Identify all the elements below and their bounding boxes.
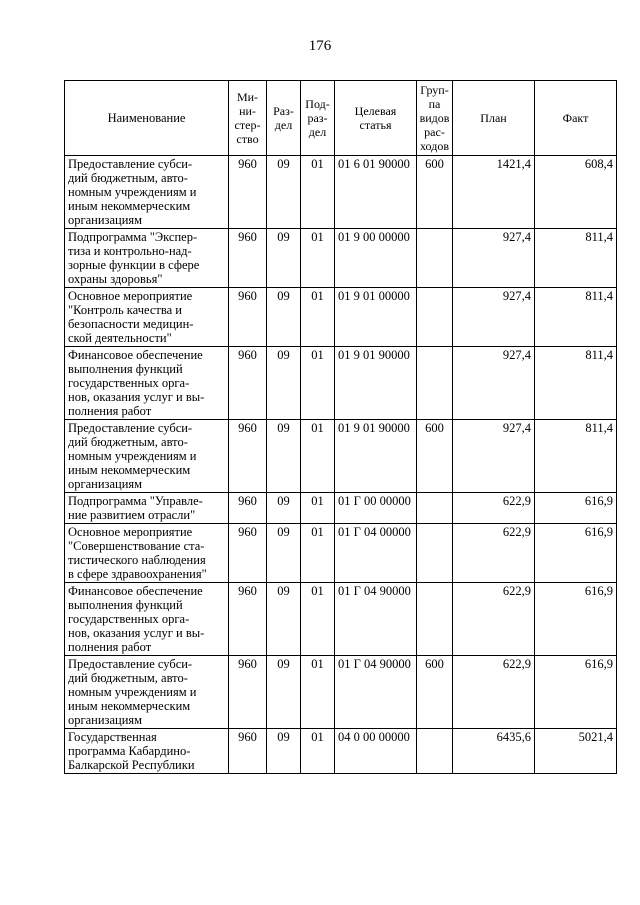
cell-expense-group: 600	[417, 420, 453, 493]
cell-subsection: 01	[301, 583, 335, 656]
table-body	[65, 156, 617, 774]
cell-expense-group	[417, 493, 453, 524]
cell-subsection: 01	[301, 229, 335, 288]
cell-target-article: 01 Г 00 00000	[335, 493, 417, 524]
cell-name: Подпрограмма "Управле- ние развитием отрасли"	[65, 493, 229, 524]
cell-name: Государственная программа Кабардино- Балкарской Республики	[65, 729, 229, 774]
cell-subsection: 01	[301, 493, 335, 524]
table-row	[65, 583, 617, 656]
cell-section: 09	[267, 288, 301, 347]
cell-plan: 622,9	[453, 583, 535, 656]
table-row	[65, 229, 617, 288]
cell-target-article: 01 Г 04 90000	[335, 656, 417, 729]
table-header-row	[65, 81, 617, 156]
header-fact: Факт	[535, 81, 617, 156]
cell-section: 09	[267, 729, 301, 774]
cell-name: Предоставление субси- дий бюджетным, авто- номным учреждениям и иным некоммерческим организациям	[65, 420, 229, 493]
cell-subsection: 01	[301, 156, 335, 229]
cell-subsection: 01	[301, 347, 335, 420]
cell-fact: 811,4	[535, 229, 617, 288]
cell-ministry: 960	[229, 493, 267, 524]
cell-fact: 5021,4	[535, 729, 617, 774]
cell-ministry: 960	[229, 729, 267, 774]
header-section: Раз- дел	[267, 81, 301, 156]
cell-plan: 927,4	[453, 347, 535, 420]
cell-ministry: 960	[229, 288, 267, 347]
cell-plan: 927,4	[453, 229, 535, 288]
cell-plan: 622,9	[453, 656, 535, 729]
cell-fact: 616,9	[535, 493, 617, 524]
header-ministry: Ми- ни- стер- ство	[229, 81, 267, 156]
cell-subsection: 01	[301, 656, 335, 729]
table-row	[65, 729, 617, 774]
cell-ministry: 960	[229, 347, 267, 420]
cell-subsection: 01	[301, 288, 335, 347]
table-row	[65, 288, 617, 347]
header-subsection: Под- раз- дел	[301, 81, 335, 156]
table-row	[65, 156, 617, 229]
cell-name: Финансовое обеспечение выполнения функций государственных орга- нов, оказания услуг и вы- полнения работ	[65, 583, 229, 656]
cell-plan: 6435,6	[453, 729, 535, 774]
cell-expense-group	[417, 524, 453, 583]
cell-plan: 927,4	[453, 420, 535, 493]
cell-ministry: 960	[229, 583, 267, 656]
cell-ministry: 960	[229, 229, 267, 288]
cell-subsection: 01	[301, 729, 335, 774]
cell-fact: 616,9	[535, 656, 617, 729]
table-row	[65, 493, 617, 524]
cell-fact: 616,9	[535, 583, 617, 656]
cell-fact: 811,4	[535, 420, 617, 493]
cell-target-article: 01 9 01 90000	[335, 420, 417, 493]
header-plan: План	[453, 81, 535, 156]
cell-expense-group	[417, 729, 453, 774]
cell-expense-group: 600	[417, 156, 453, 229]
cell-ministry: 960	[229, 420, 267, 493]
cell-section: 09	[267, 583, 301, 656]
cell-section: 09	[267, 656, 301, 729]
cell-expense-group	[417, 288, 453, 347]
cell-name: Предоставление субси- дий бюджетным, авто- номным учреждениям и иным некоммерческим организациям	[65, 656, 229, 729]
cell-section: 09	[267, 347, 301, 420]
cell-plan: 622,9	[453, 493, 535, 524]
cell-ministry: 960	[229, 524, 267, 583]
cell-section: 09	[267, 493, 301, 524]
cell-ministry: 960	[229, 656, 267, 729]
cell-subsection: 01	[301, 420, 335, 493]
cell-name: Подпрограмма "Экспер- тиза и контрольно-над- зорные функции в сфере охраны здоровья"	[65, 229, 229, 288]
page-number: 176	[308, 38, 332, 54]
cell-fact: 616,9	[535, 524, 617, 583]
cell-target-article: 01 9 01 00000	[335, 288, 417, 347]
cell-target-article: 01 Г 04 00000	[335, 524, 417, 583]
cell-expense-group	[417, 583, 453, 656]
cell-name: Основное мероприятие "Контроль качества и безопасности медицин- ской деятельности"	[65, 288, 229, 347]
cell-fact: 811,4	[535, 288, 617, 347]
header-target-article: Целевая статья	[335, 81, 417, 156]
header-name: Наименование	[65, 81, 229, 156]
header-expense-group: Груп- па видов рас- ходов	[417, 81, 453, 156]
cell-target-article: 04 0 00 00000	[335, 729, 417, 774]
table-row	[65, 347, 617, 420]
cell-section: 09	[267, 524, 301, 583]
cell-subsection: 01	[301, 524, 335, 583]
budget-table	[64, 80, 617, 774]
cell-expense-group: 600	[417, 656, 453, 729]
cell-section: 09	[267, 420, 301, 493]
cell-name: Предоставление субси- дий бюджетным, авто- номным учреждениям и иным некоммерческим организациям	[65, 156, 229, 229]
cell-plan: 622,9	[453, 524, 535, 583]
table-row	[65, 524, 617, 583]
cell-fact: 608,4	[535, 156, 617, 229]
cell-name: Финансовое обеспечение выполнения функций государственных орга- нов, оказания услуг и вы- полнения работ	[65, 347, 229, 420]
table-row	[65, 656, 617, 729]
cell-target-article: 01 9 01 90000	[335, 347, 417, 420]
cell-target-article: 01 9 00 00000	[335, 229, 417, 288]
table-row	[65, 420, 617, 493]
cell-section: 09	[267, 229, 301, 288]
cell-name: Основное мероприятие "Совершенствование ста- тистического наблюдения в сфере здравоохранения"	[65, 524, 229, 583]
cell-target-article: 01 Г 04 90000	[335, 583, 417, 656]
cell-target-article: 01 6 01 90000	[335, 156, 417, 229]
cell-plan: 1421,4	[453, 156, 535, 229]
cell-expense-group	[417, 347, 453, 420]
cell-fact: 811,4	[535, 347, 617, 420]
cell-expense-group	[417, 229, 453, 288]
cell-plan: 927,4	[453, 288, 535, 347]
cell-ministry: 960	[229, 156, 267, 229]
cell-section: 09	[267, 156, 301, 229]
